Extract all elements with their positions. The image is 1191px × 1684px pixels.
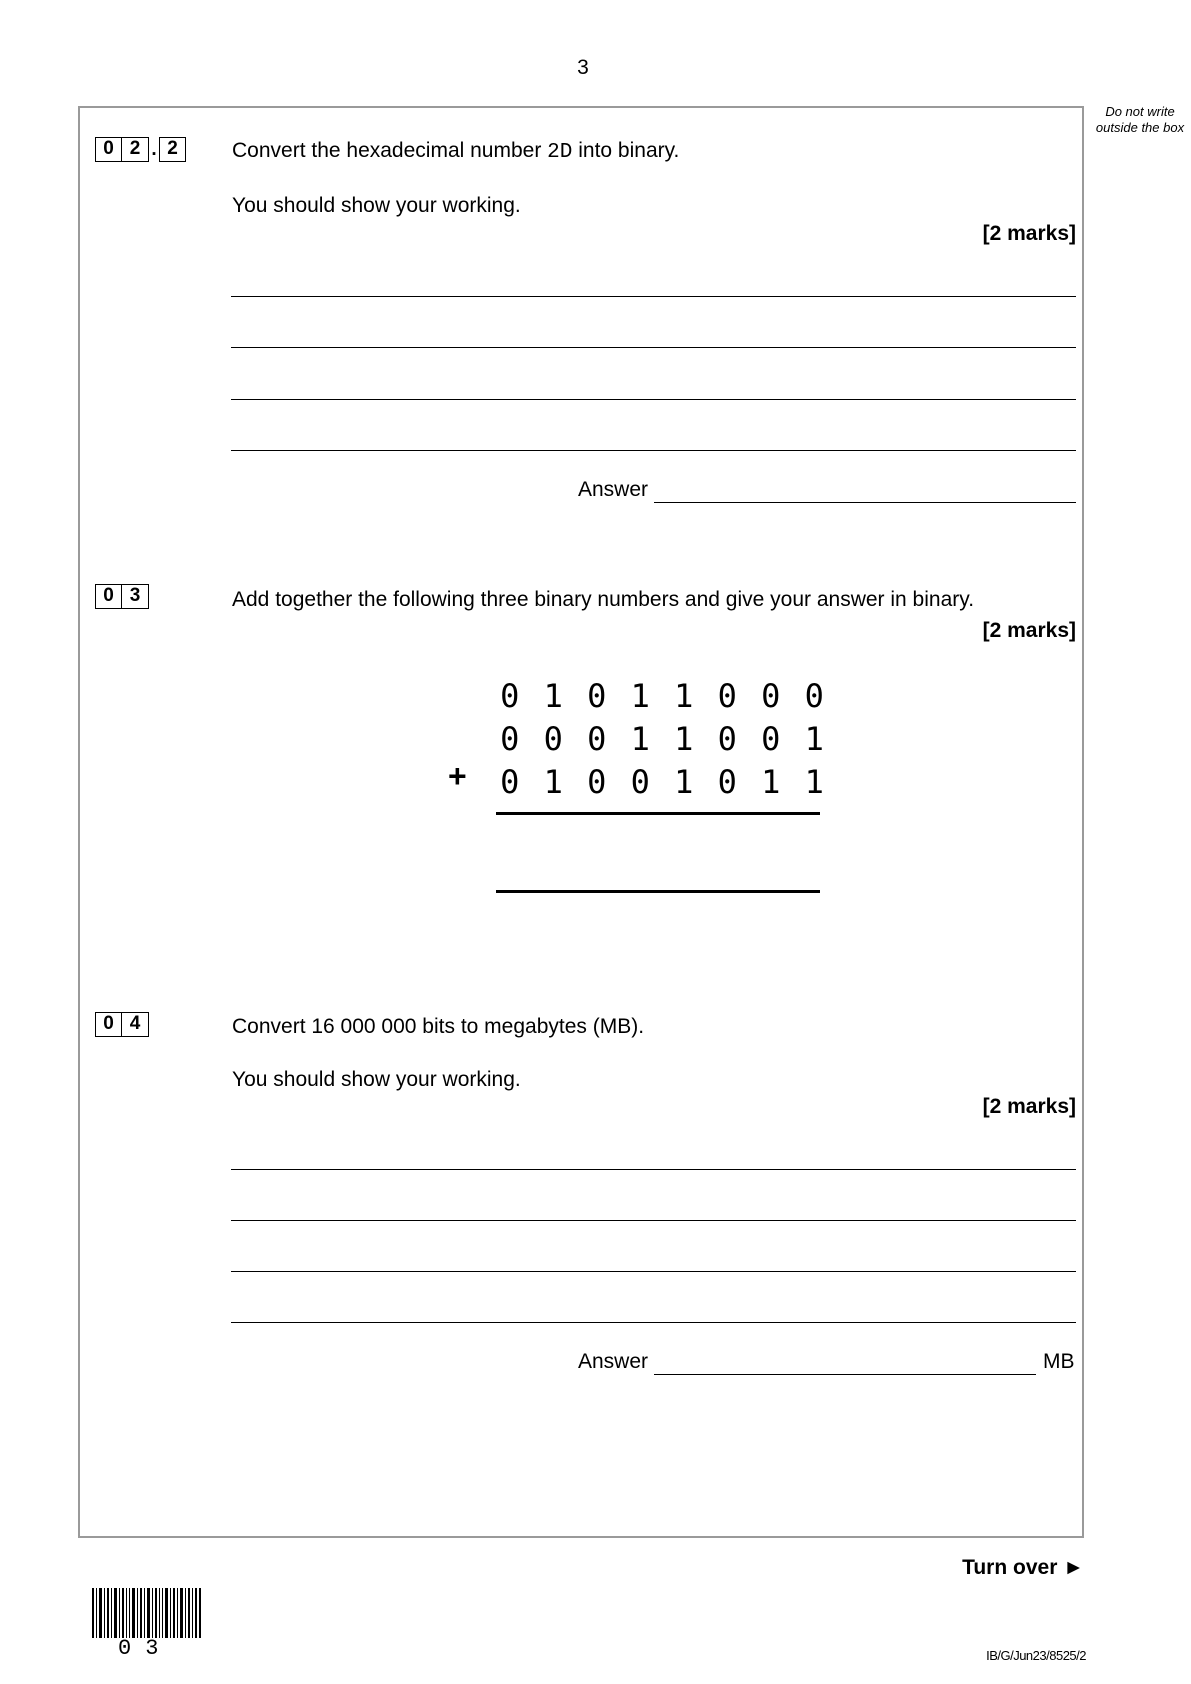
binary-digit: 0 [500, 720, 520, 758]
sum-line [496, 812, 820, 815]
question-04-text: Convert 16 000 000 bits to megabytes (MB). [232, 1015, 645, 1038]
binary-digit: 0 [500, 677, 520, 715]
question-digit: 2 [122, 137, 149, 162]
working-line[interactable] [231, 1271, 1076, 1272]
binary-digit: 1 [674, 720, 694, 758]
binary-digit: 1 [543, 677, 563, 715]
binary-digit: 0 [630, 763, 650, 801]
binary-digit: 0 [717, 677, 737, 715]
barcode-digits: 03 [118, 1636, 173, 1661]
question-digit: 2 [159, 137, 186, 162]
barcode-icon [92, 1588, 202, 1638]
question-digit: 0 [95, 1012, 122, 1037]
binary-digit: 0 [543, 720, 563, 758]
binary-digit: 1 [804, 720, 824, 758]
answer-label: Answer [578, 478, 649, 501]
plus-sign: + [448, 758, 467, 794]
sum-answer-line[interactable] [496, 890, 820, 893]
binary-digit: 0 [500, 763, 520, 801]
question-number-04 [95, 1012, 149, 1037]
turn-over: Turn over ► [962, 1556, 1084, 1579]
question-digit: 0 [95, 137, 122, 162]
working-line[interactable] [231, 1169, 1076, 1170]
page-number: 3 [577, 56, 589, 79]
question-number-02-2 [95, 137, 186, 162]
working-line[interactable] [231, 296, 1076, 297]
question-digit: 3 [122, 584, 149, 609]
binary-number-row [488, 720, 836, 758]
question-03-marks: [2 marks] [982, 619, 1076, 642]
answer-frame [78, 106, 1084, 1538]
binary-number-row [488, 677, 836, 715]
working-line[interactable] [231, 450, 1076, 451]
binary-digit: 1 [630, 720, 650, 758]
binary-digit: 0 [761, 677, 781, 715]
question-02-2-text [232, 139, 679, 164]
question-digit: 4 [122, 1012, 149, 1037]
binary-digit: 1 [674, 677, 694, 715]
binary-digit: 0 [717, 763, 737, 801]
binary-digit: 1 [543, 763, 563, 801]
binary-digit: 1 [804, 763, 824, 801]
working-line[interactable] [231, 1322, 1076, 1323]
binary-digit: 0 [761, 720, 781, 758]
working-line[interactable] [231, 347, 1076, 348]
question-03-text: Add together the following three binary numbers and give your answer in binary. [232, 588, 975, 611]
answer-unit: MB [1043, 1350, 1075, 1373]
question-number-03 [95, 584, 149, 609]
answer-line[interactable] [654, 1374, 1036, 1375]
question-04-marks: [2 marks] [982, 1095, 1076, 1118]
answer-line[interactable] [654, 502, 1076, 503]
binary-number-row [488, 763, 836, 801]
binary-digit: 1 [630, 677, 650, 715]
margin-note: Do not write outside the box [1095, 104, 1185, 135]
question-02-2-marks: [2 marks] [982, 222, 1076, 245]
working-line[interactable] [231, 399, 1076, 400]
question-04-instruction: You should show your working. [232, 1068, 521, 1091]
binary-digit: 0 [717, 720, 737, 758]
answer-label: Answer [578, 1350, 649, 1373]
binary-digit: 1 [761, 763, 781, 801]
question-digit: 0 [95, 584, 122, 609]
binary-digit: 1 [674, 763, 694, 801]
working-line[interactable] [231, 1220, 1076, 1221]
binary-digit: 0 [587, 677, 607, 715]
binary-digit: 0 [587, 763, 607, 801]
binary-digit: 0 [587, 720, 607, 758]
paper-reference: IB/G/Jun23/8525/2 [986, 1648, 1086, 1663]
question-dot: . [151, 139, 157, 160]
question-text-part: into binary. [572, 139, 680, 162]
question-02-2-instruction: You should show your working. [232, 194, 521, 217]
binary-digit: 0 [804, 677, 824, 715]
hex-code: 2D [547, 141, 573, 164]
question-text-part: Convert the hexadecimal number [232, 139, 548, 162]
